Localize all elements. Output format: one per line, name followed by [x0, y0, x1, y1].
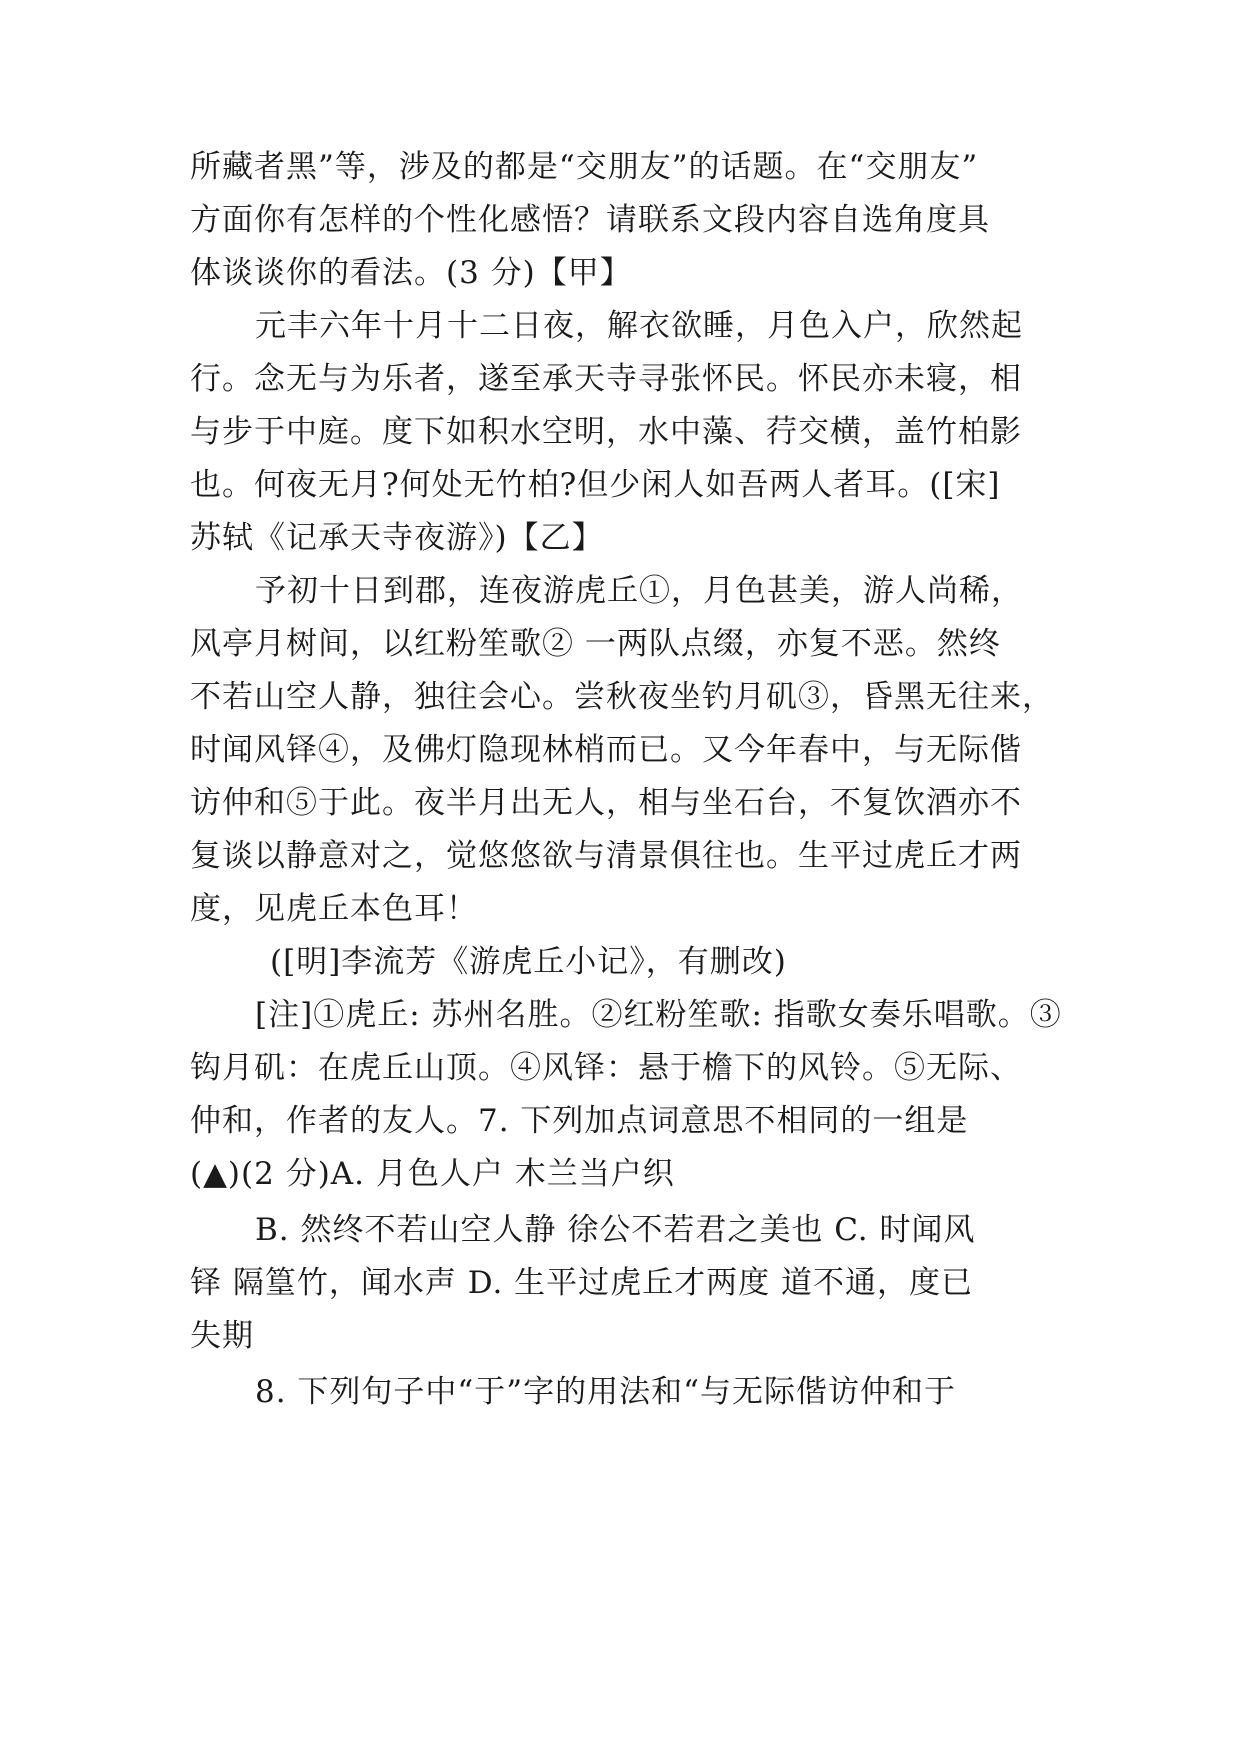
annotation-line-2: 钩月矶：在虎丘山顶。④风铎：悬于檐下的风铃。⑤无际、: [190, 1050, 1022, 1086]
text-line-11: 不若山空人静，独往会心。尝秋夜坐钓月矶③，昏黑无往来，: [190, 679, 1054, 715]
annotation-line-1: [注]①虎丘: 苏州名胜。②红粉笙歌: 指歌女奏乐唱歌。③: [255, 997, 1062, 1033]
text-line-2: 方面你有怎样的个性化感悟？请联系文段内容自选角度具: [190, 202, 990, 238]
text-line-15: 度，见虎丘本色耳！: [190, 891, 478, 927]
text-line-3: 体谈谈你的看法。(3 分)【甲】: [190, 255, 632, 291]
question-7-options-line-3: 失期: [190, 1318, 254, 1354]
text-line-5: 行。念无与为乐者，遂至承天寺寻张怀民。怀民亦未寝，相: [190, 361, 1022, 397]
text-line-10: 风亭月树间，以红粉笙歌② 一两队点缀，亦复不恶。然终: [190, 626, 1001, 662]
text-line-6: 与步于中庭。度下如积水空明，水中藻、荇交横，盖竹柏影: [190, 414, 1022, 450]
text-line-4: 元丰六年十月十二日夜，解衣欲睡，月色入户，欣然起: [255, 308, 1023, 344]
question-7-line-1: 仲和，作者的友人。7. 下列加点词意思不相同的一组是: [190, 1103, 969, 1139]
text-line-13: 访仲和⑤于此。夜半月出无人，相与坐石台，不复饮酒亦不: [190, 785, 1022, 821]
question-7-options-line-2: 铎 隔篁竹，闻水声 D. 生平过虎丘才两度 道不通，度已: [190, 1265, 974, 1301]
text-line-12: 时闻风铎④，及佛灯隐现林梢而已。又今年春中，与无际偕: [190, 732, 1022, 768]
text-line-9: 予初十日到郡，连夜游虎丘①，月色甚美，游人尚稀，: [255, 573, 1023, 609]
text-line-14: 复谈以静意对之，觉悠悠欲与清景俱往也。生平过虎丘才两: [190, 838, 1022, 874]
question-8-line-1: 8. 下列句子中“于”字的用法和“与无际偕访仲和于: [255, 1374, 956, 1410]
text-line-1: 所藏者黑”等，涉及的都是“交朋友”的话题。在“交朋友”: [190, 149, 979, 185]
source-citation: ([明]李流芳《游虎丘小记》，有删改): [270, 944, 787, 980]
question-7-line-2: (▲)(2 分)A. 月色人户 木兰当户织: [190, 1156, 675, 1192]
text-line-8: 苏轼《记承天寺夜游》)【乙】: [190, 520, 604, 556]
question-7-options-line-1: B. 然终不若山空人静 徐公不若君之美也 C. 时闻风: [255, 1212, 976, 1248]
text-line-7: 也。何夜无月?何处无竹柏?但少闲人如吾两人者耳。([宋]: [190, 467, 1001, 503]
